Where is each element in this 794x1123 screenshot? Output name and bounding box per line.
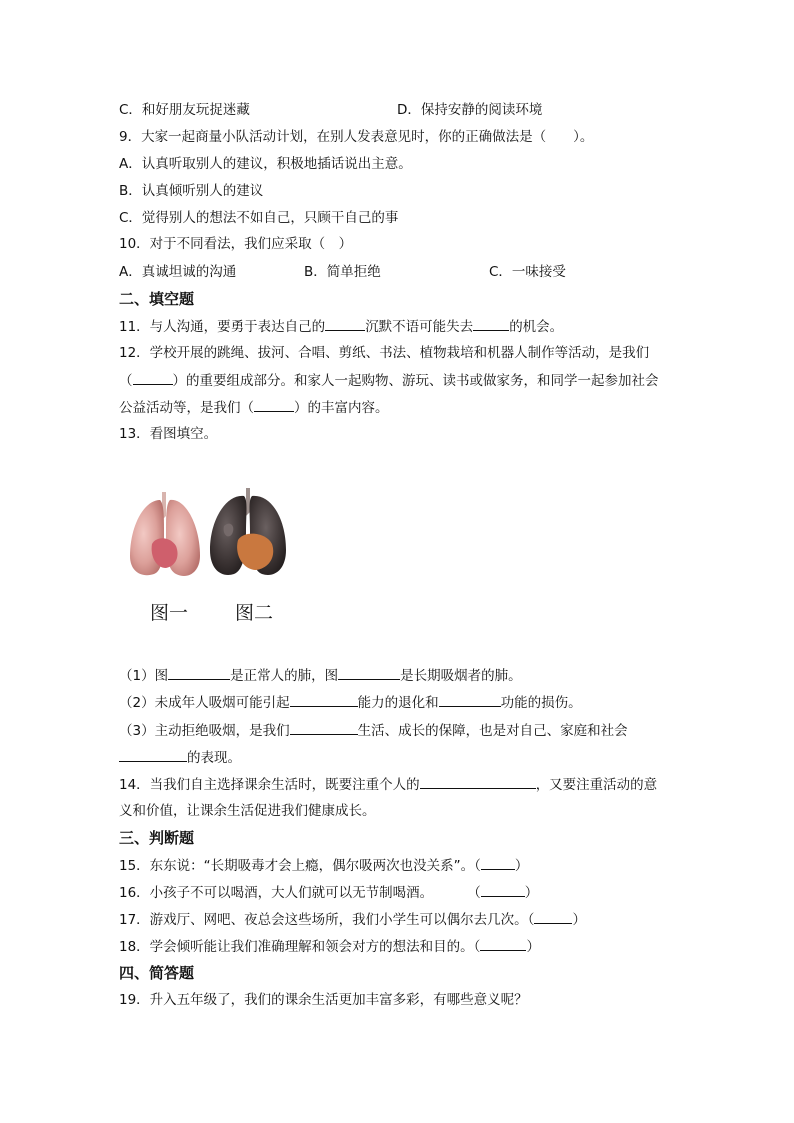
section-heading-true-false: 三、判断题 <box>119 829 195 847</box>
q12-line-2 <box>119 370 659 391</box>
q13-s3-text-2: 生活、成长的保障，也是对自己、家庭和社会 <box>357 723 628 739</box>
q12-line-3-end: ）的丰富内容。 <box>294 400 389 416</box>
q13-s3-blank-2[interactable] <box>119 747 187 762</box>
figure-caption-2: 图二 <box>235 602 274 624</box>
q11-blank-1[interactable] <box>325 316 365 331</box>
q10-stem: 10．对于不同看法，我们应采取（ ） <box>119 236 353 252</box>
q14-line-1 <box>119 774 657 795</box>
q16-answer-blank[interactable] <box>481 882 525 897</box>
q13-s2-text-3: 功能的损伤。 <box>500 695 582 711</box>
q13-s2-text-1: （2）未成年人吸烟可能引起 <box>119 695 290 711</box>
q18 <box>119 936 540 957</box>
q12-line-3-text: 公益活动等，是我们（ <box>119 400 254 416</box>
q17-answer-blank[interactable] <box>534 909 572 924</box>
q15 <box>119 855 528 876</box>
q9-option-a: A．认真听取别人的建议，积极地插话说出主意。 <box>119 156 412 172</box>
lungs-image <box>126 486 292 582</box>
q12-paren-open: （ <box>119 373 133 389</box>
q13-s3-text-1: （3）主动拒绝吸烟，是我们 <box>119 723 290 739</box>
q10-option-a: A．真诚坦诚的沟通 <box>119 264 237 280</box>
q9-option-c: C．觉得别人的想法不如自己，只顾干自己的事 <box>119 210 399 226</box>
q10-option-b: B．简单拒绝 <box>304 264 381 280</box>
q13-s1-text-2: 是正常人的肺，图 <box>230 668 339 684</box>
q13-s1-text-3: 是长期吸烟者的肺。 <box>400 668 522 684</box>
q11-text-1: 11．与人沟通，要勇于表达自己的 <box>119 319 326 335</box>
q9-option-b: B．认真倾听别人的建议 <box>119 183 264 199</box>
q8-option-c: C．和好朋友玩捉迷藏 <box>119 102 250 118</box>
q12-blank-2[interactable] <box>254 397 294 412</box>
q13-sub-3 <box>119 720 628 741</box>
healthy-lungs-icon <box>130 492 200 576</box>
q14-line-2: 义和价值，让课余生活促进我们健康成长。 <box>119 803 376 819</box>
q12-line-1: 12．学校开展的跳绳、拔河、合唱、剪纸、书法、植物栽培和机器人制作等活动，是我们 <box>119 345 650 361</box>
q11-text-2: 沉默不语可能失去 <box>365 319 474 335</box>
q16-text: 16．小孩子不可以喝酒，大人们就可以无节制喝酒。 <box>119 885 434 901</box>
q13-sub-2 <box>119 692 582 713</box>
q18-paren-close: ） <box>526 939 540 955</box>
q11 <box>119 316 563 337</box>
q14-text-2: ，又要注重活动的意 <box>535 777 658 793</box>
section-heading-fill-in: 二、填空题 <box>119 290 195 308</box>
q13-s3-text-3: 的表现。 <box>187 750 241 766</box>
q9-stem: 9．大家一起商量小队活动计划，在别人发表意见时，你的正确做法是（ ）。 <box>119 129 594 145</box>
q14-blank[interactable] <box>420 774 536 789</box>
q14-text-1: 14．当我们自主选择课余生活时，既要注重个人的 <box>119 777 420 793</box>
lungs-figure <box>126 486 292 582</box>
q12-line-3 <box>119 397 389 418</box>
q10-option-c: C．一味接受 <box>489 264 566 280</box>
q12-line-2-text: ）的重要组成部分。和家人一起购物、游玩、读书或做家务，和同学一起参加社会 <box>172 373 659 389</box>
q13-stem: 13．看图填空。 <box>119 426 218 442</box>
q13-s2-blank-2[interactable] <box>439 692 501 707</box>
q8-option-d: D．保持安静的阅读环境 <box>397 102 543 118</box>
q13-s1-text-1: （1）图 <box>119 668 169 684</box>
figure-caption-1: 图一 <box>150 602 189 624</box>
q13-s2-text-2: 能力的退化和 <box>357 695 439 711</box>
q17 <box>119 909 586 930</box>
q16-paren-open: （ <box>467 885 481 901</box>
q18-answer-blank[interactable] <box>480 936 526 951</box>
q11-text-3: 的机会。 <box>509 319 564 335</box>
q13-s1-blank-2[interactable] <box>338 665 400 680</box>
q19-stem: 19．升入五年级了，我们的课余生活更加丰富多彩，有哪些意义呢？ <box>119 992 528 1008</box>
smoker-lungs-icon <box>210 488 286 575</box>
q13-sub-3-cont <box>119 747 241 768</box>
q12-blank-1[interactable] <box>133 370 173 385</box>
q16-paren-close: ） <box>524 885 539 901</box>
section-heading-short-answer: 四、简答题 <box>119 964 195 982</box>
q17-paren-close: ） <box>572 912 586 928</box>
q15-answer-blank[interactable] <box>481 855 515 870</box>
q15-text: 15．东东说：“长期吸毒才会上瘾，偶尔吸两次也没关系”。（ <box>119 858 481 874</box>
q13-sub-1 <box>119 665 522 686</box>
q17-text: 17．游戏厅、网吧、夜总会这些场所，我们小学生可以偶尔去几次。（ <box>119 912 535 928</box>
q16 <box>119 882 538 903</box>
q13-s1-blank-1[interactable] <box>168 665 230 680</box>
q18-text: 18．学会倾听能让我们准确理解和领会对方的想法和目的。（ <box>119 939 481 955</box>
q11-blank-2[interactable] <box>473 316 509 331</box>
q13-s2-blank-1[interactable] <box>290 692 358 707</box>
q13-s3-blank-1[interactable] <box>290 720 358 735</box>
q15-paren-close: ） <box>514 858 529 874</box>
